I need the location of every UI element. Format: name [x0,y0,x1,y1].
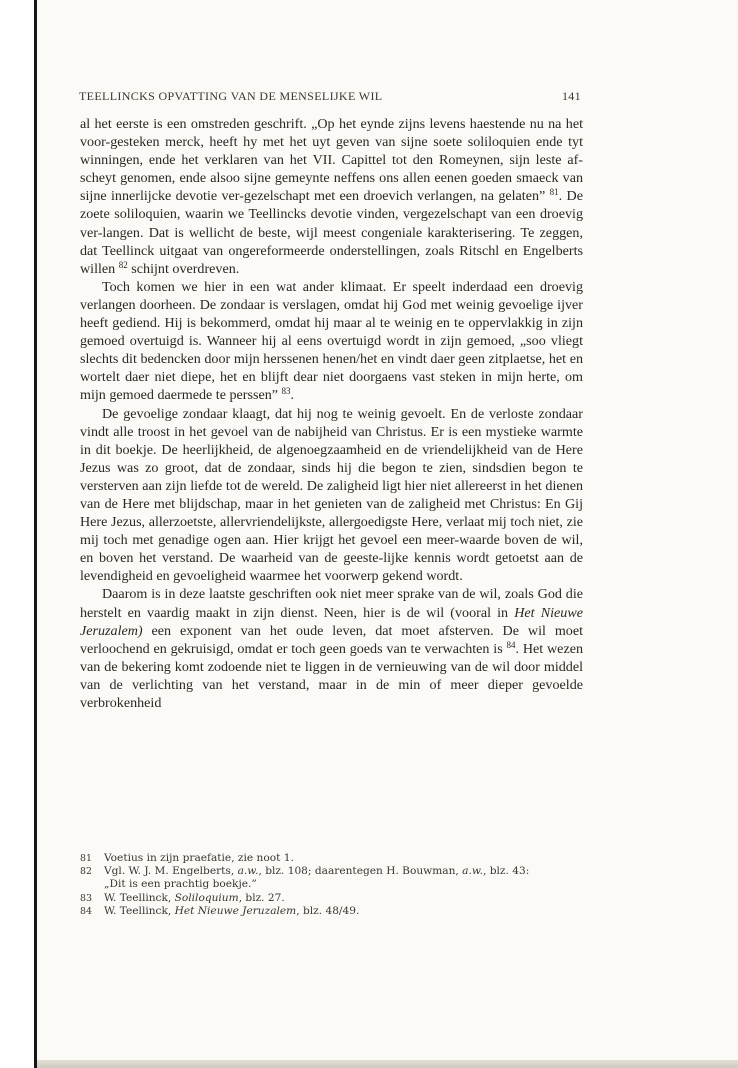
footnote: 83 W. Teellinck, Soliloquium, blz. 27. [80,891,285,904]
footnote-ref: 81 [549,187,559,198]
running-header [79,89,581,105]
footnote-number: 84 [80,905,92,917]
paragraph: De gevoelige zondaar klaagt, dat hij nog te weinig gevoelt. En de verloste zondaar vindt alle troost in het gevoel van de nabijheid van Christus. Er is een mystieke warmte in dit boekje. De heerlijkheid, de algenoegzaamheid en de vriendelijkheid van de Here Jezus was zo groot, dat de zondaar, sinds hij die begon te zien, sindsdien begon te versterven aan zijn liefde tot de wereld. De zaligheid ligt hier niet allereerst in het dienen van de Here met blijdschap, maar in het genieten van de zaligheid met Christus: En Gij Here Jezus, allerzoetste, allervriendelijkste, allergoedigste Here, verlaat mij toch niet, zie mij toch met genadige ogen aan. Hier krijgt het gevoel een meer-waarde boven de wil, en boven het verstand. De waarheid van de geeste-lijke kennis wordt getoetst aan de levendigheid en gevoeligheid waarmee het voorwerp gekend wordt. [80,405,583,585]
paragraph: Toch komen we hier in een wat ander klimaat. Er speelt inderdaad een droevig verlangen doorheen. De zondaar is verslagen, omdat hij God met weinig gevoelige ijver heeft gediend. Hij is bekommerd, omdat hij maar al te weinig en te oppervlakkig in zijn gemoed overtuigd is. Wanneer hij al eens overtuigd wordt in zijn gemoed, „soo vliegt slechts dit bedencken door mijn herssenen henen/het en vindt daer geen zitplaetse, het en wortelt daer niet diepe, het en blijft dear niet doorgaens vast steken in mijn herte, om mijn gemoed daermede te perssen” $^{83}$. [80,278,583,404]
footnote: 81 Voetius in zijn praefatie, zie noot 1. [80,852,294,864]
page-bottom-edge [37,1060,738,1068]
paragraph: Daarom is in deze laatste geschriften ook niet meer sprake van de wil, zoals God die herstelt en vaardig maakt in zijn dienst. Neen, hier is de wil (vooral in Het Nieuwe Jeruzalem) een exponent van het oude leven, dat moet afsterven. De wil moet verloochend en gekruisigd, omdat er toch geen goeds van te verwachten is $^{84}$. Het wezen van de bekering komt zodoende niet te liggen in de vernieuwing van de wil door middel van de verlichting van het verstand, maar in de min of meer dieper gevoelde verbrokenheid [80,586,584,711]
footnote-number: 82 [80,866,92,878]
paragraph: al het eerste is een omstreden geschrift. „Op het eynde zijns levens haestende nu na het voor-gesteken merck, heeft hy met het uyt geven van sijne soete soliloquien ende tyt winningen, ende het verklaren van het VII. Capittel tot den Romeynen, sijn leste af-scheyt genomen, ende alsoo sijne gemeynte neffens ons allen eenen goeden smaeck van sijne innerlijcke devotie ver-gezelschapt met een droevich verlangen, na gelaten” $^{81}$. De zoete soliloquien, waarin we Teellincks devotie vinden, vergezelschapt van een droevig ver-langen. Dat is wellicht de beste, wijl meest congeniale karakterisering. Te zeggen, dat Teellinck uitgaat van ongereformeerde onderstellingen, zoals Ritschl en Engelberts willen $^{82}$ schijnt overdreven. [80,116,583,277]
footnote-ref: 83 [281,386,291,397]
running-title: TEELLINCKS OPVATTING VAN DE MENSELIJKE WIL [79,89,383,103]
footnote-ref: 84 [506,639,516,650]
footnote-ref: 82 [118,259,128,270]
footnote: 82 Vgl. W. J. M. Engelberts, a.w., blz. 108; daarentegen H. Bouwman, a.w., blz. 43: „Dit is een prachtig boekje.” [80,865,530,891]
page-number: 141 [561,89,581,103]
footnotes [80,852,583,918]
footnote-number: 83 [80,892,92,904]
book-spine-edge [34,0,37,1068]
footnote: 84 W. Teellinck, Het Nieuwe Jeruzalem, blz. 48/49. [80,904,360,917]
footnote-number: 81 [80,853,92,864]
body-text [80,115,583,712]
